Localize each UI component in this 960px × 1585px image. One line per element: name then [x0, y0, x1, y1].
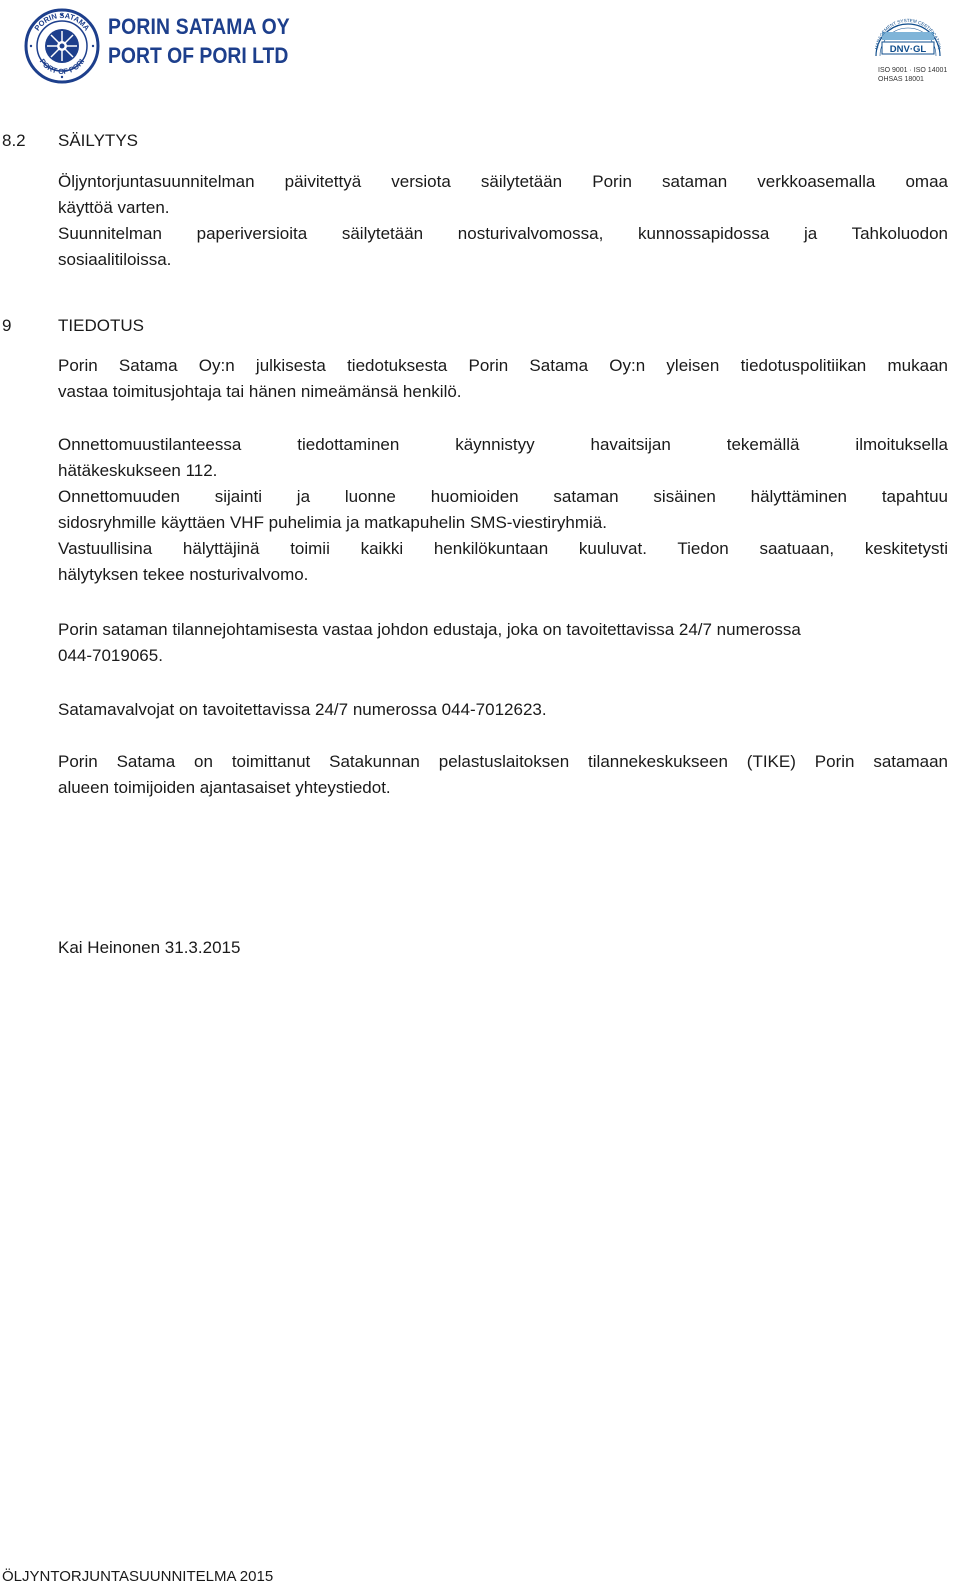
text-line: hälytyksen tekee nosturivalvomo. — [58, 565, 309, 584]
text-line: Porin sataman tilannejohtamisesta vastaa johdon edustaja, joka on tavoitettavissa 24/7 numerossa — [58, 620, 801, 639]
certification-badge — [868, 4, 948, 88]
text-line: Onnettomuustilanteessa tiedottaminen käynnistyy havaitsijan tekemällä ilmoituksella — [58, 435, 948, 454]
paragraph-port-supervisors — [58, 697, 948, 723]
port-seal-logo — [24, 8, 100, 84]
svg-text:PORIN SATAMA: PORIN SATAMA — [32, 10, 92, 33]
text-line: Öljyntorjuntasuunnitelman päivitettyä versiota säilytetään Porin sataman verkkoasemalla omaa — [58, 172, 948, 191]
paragraph-public-communication — [58, 353, 948, 405]
company-name-fi: PORIN SATAMA OY — [108, 14, 290, 39]
paragraph-accident-alerting — [58, 432, 948, 588]
paragraph-contact-info — [58, 749, 948, 801]
section-title: SÄILYTYS — [58, 131, 138, 150]
text-line: alueen toimijoiden ajantasaiset yhteystiedot. — [58, 778, 391, 797]
text-line: Porin Satama Oy:n julkisesta tiedotuksesta Porin Satama Oy:n yleisen tiedotuspolitiikan mukaan — [58, 356, 948, 375]
text-line: Satamavalvojat on tavoitettavissa 24/7 numerossa 044-7012623. — [58, 700, 547, 719]
ohsas-line: OHSAS 18001 — [878, 76, 924, 83]
svg-text:PORT OF PORI: PORT OF PORI — [37, 57, 87, 77]
text-line: Onnettomuuden sijainti ja luonne huomioiden sataman sisäinen hälyttäminen tapahtuu — [58, 487, 948, 506]
company-name — [108, 16, 315, 67]
text-line: Suunnitelman paperiversioita säilytetään nosturivalvomossa, kunnossapidossa ja Tahkoluodon — [58, 224, 948, 243]
iso-standards — [878, 66, 947, 84]
dnv-gl-certification-icon — [868, 4, 948, 66]
text-line: käyttöä varten. — [58, 198, 170, 217]
text-line: 044-7019065. — [58, 646, 163, 665]
section-number: 8.2 — [2, 131, 26, 150]
signature: Kai Heinonen 31.3.2015 — [58, 938, 241, 957]
text-line: Porin Satama on toimittanut Satakunnan pelastuslaitoksen tilannekeskukseen (TIKE) Porin satamaan — [58, 752, 948, 771]
company-name-en: PORT OF PORI LTD — [108, 43, 289, 68]
section-title: TIEDOTUS — [58, 316, 144, 335]
svg-text:DNV·GL: DNV·GL — [889, 44, 927, 55]
iso-line: ISO 9001 · ISO 14001 — [878, 67, 948, 74]
text-line: sidosryhmille käyttäen VHF puhelimia ja matkapuhelin SMS-viestiryhmiä. — [58, 513, 607, 532]
text-line: sosiaalitiloissa. — [58, 250, 172, 269]
section-number: 9 — [2, 316, 12, 335]
text-line: hätäkeskukseen 112. — [58, 461, 218, 480]
page-footer: ÖLJYNTORJUNTASUUNNITELMA 2015 — [2, 1568, 274, 1585]
text-line: vastaa toimitusjohtaja tai hänen nimeämänsä henkilö. — [58, 382, 462, 401]
paragraph-storage — [58, 169, 948, 273]
svg-text:MANAGEMENT SYSTEM CERTIFICATIO: MANAGEMENT SYSTEM CERTIFICATION — [874, 17, 942, 50]
text-line: Vastuullisina hälyttäjinä toimii kaikki henkilökuntaan kuuluvat. Tiedon saatuaan, keskitetysti — [58, 539, 948, 558]
page-header — [0, 0, 960, 90]
paragraph-incident-command — [58, 617, 948, 669]
